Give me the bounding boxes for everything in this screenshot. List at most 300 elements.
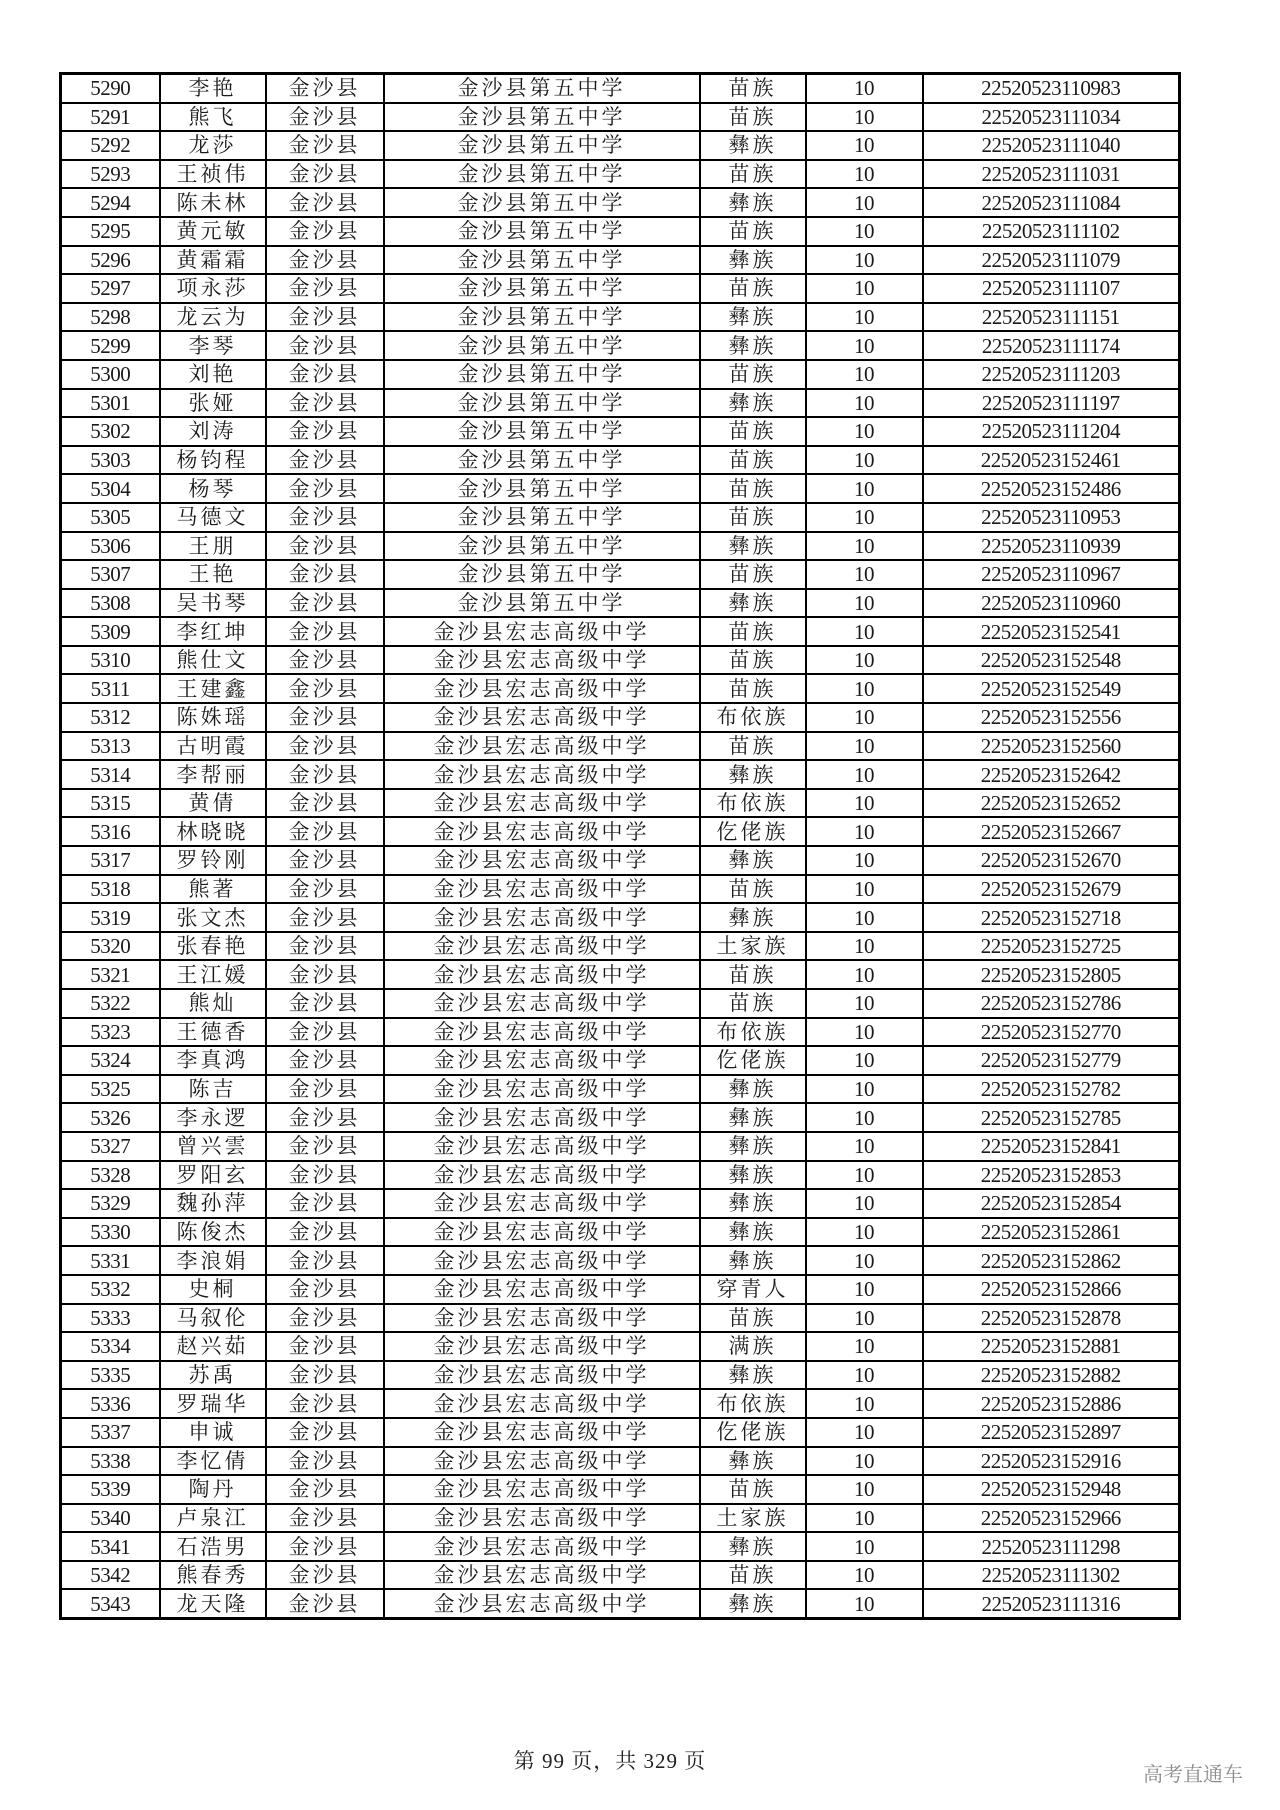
county-cell: 金沙县 (266, 360, 384, 389)
county-cell: 金沙县 (266, 703, 384, 732)
serial-number-cell: 5323 (61, 1018, 160, 1047)
table-row (61, 217, 1180, 246)
grade-cell: 10 (806, 989, 923, 1018)
student-id-cell: 22520523152670 (923, 846, 1180, 875)
school-cell: 金沙县第五中学 (384, 246, 700, 275)
table-row (61, 1418, 1180, 1447)
student-name-cell: 龙莎 (160, 131, 266, 160)
school-cell: 金沙县宏志高级中学 (384, 817, 700, 846)
table-row (61, 1332, 1180, 1361)
roster-body (61, 74, 1180, 1619)
serial-number-cell: 5330 (61, 1218, 160, 1247)
table-row (61, 446, 1180, 475)
county-cell: 金沙县 (266, 1246, 384, 1275)
serial-number-cell: 5296 (61, 246, 160, 275)
serial-number-cell: 5294 (61, 188, 160, 217)
table-row (61, 1389, 1180, 1418)
ethnicity-cell: 仡佬族 (700, 1046, 806, 1075)
county-cell: 金沙县 (266, 760, 384, 789)
table-row (61, 331, 1180, 360)
serial-number-cell: 5317 (61, 846, 160, 875)
student-name-cell: 林晓晓 (160, 817, 266, 846)
county-cell: 金沙县 (266, 1361, 384, 1390)
student-id-cell: 22520523152718 (923, 903, 1180, 932)
table-row (61, 732, 1180, 761)
table-row (61, 589, 1180, 618)
serial-number-cell: 5341 (61, 1532, 160, 1561)
school-cell: 金沙县宏志高级中学 (384, 1504, 700, 1533)
table-row (61, 474, 1180, 503)
table-row (61, 846, 1180, 875)
ethnicity-cell: 仡佬族 (700, 1418, 806, 1447)
student-id-cell: 22520523152866 (923, 1275, 1180, 1304)
school-cell: 金沙县第五中学 (384, 274, 700, 303)
table-row (61, 1132, 1180, 1161)
grade-cell: 10 (806, 1418, 923, 1447)
school-cell: 金沙县宏志高级中学 (384, 1018, 700, 1047)
student-id-cell: 22520523152642 (923, 760, 1180, 789)
county-cell: 金沙县 (266, 160, 384, 189)
student-name-cell: 黄倩 (160, 789, 266, 818)
county-cell: 金沙县 (266, 903, 384, 932)
table-row (61, 703, 1180, 732)
student-id-cell: 22520523110960 (923, 589, 1180, 618)
school-cell: 金沙县宏志高级中学 (384, 1075, 700, 1104)
grade-cell: 10 (806, 646, 923, 675)
student-id-cell: 22520523111107 (923, 274, 1180, 303)
grade-cell: 10 (806, 732, 923, 761)
grade-cell: 10 (806, 1504, 923, 1533)
school-cell: 金沙县宏志高级中学 (384, 1218, 700, 1247)
grade-cell: 10 (806, 103, 923, 132)
serial-number-cell: 5340 (61, 1504, 160, 1533)
table-row (61, 360, 1180, 389)
student-name-cell: 苏禹 (160, 1361, 266, 1390)
county-cell: 金沙县 (266, 1218, 384, 1247)
table-row (61, 989, 1180, 1018)
school-cell: 金沙县宏志高级中学 (384, 1046, 700, 1075)
student-name-cell: 杨钧程 (160, 446, 266, 475)
grade-cell: 10 (806, 1447, 923, 1476)
student-name-cell: 石浩男 (160, 1532, 266, 1561)
student-name-cell: 赵兴茹 (160, 1332, 266, 1361)
school-cell: 金沙县第五中学 (384, 160, 700, 189)
table-row (61, 532, 1180, 561)
student-name-cell: 陈未林 (160, 188, 266, 217)
school-cell: 金沙县第五中学 (384, 331, 700, 360)
serial-number-cell: 5319 (61, 903, 160, 932)
serial-number-cell: 5325 (61, 1075, 160, 1104)
student-name-cell: 李红坤 (160, 617, 266, 646)
serial-number-cell: 5338 (61, 1447, 160, 1476)
county-cell: 金沙县 (266, 1589, 384, 1618)
county-cell: 金沙县 (266, 503, 384, 532)
table-row (61, 1361, 1180, 1390)
serial-number-cell: 5292 (61, 131, 160, 160)
student-id-cell: 22520523152881 (923, 1332, 1180, 1361)
table-row (61, 303, 1180, 332)
county-cell: 金沙县 (266, 331, 384, 360)
student-id-cell: 22520523111034 (923, 103, 1180, 132)
student-name-cell: 熊飞 (160, 103, 266, 132)
student-name-cell: 李帮丽 (160, 760, 266, 789)
ethnicity-cell: 苗族 (700, 875, 806, 904)
page-number-footer (0, 1745, 1280, 1775)
serial-number-cell: 5336 (61, 1389, 160, 1418)
student-name-cell: 黄元敏 (160, 217, 266, 246)
grade-cell: 10 (806, 1304, 923, 1333)
serial-number-cell: 5314 (61, 760, 160, 789)
student-id-cell: 22520523111040 (923, 131, 1180, 160)
student-name-cell: 申诚 (160, 1418, 266, 1447)
school-cell: 金沙县宏志高级中学 (384, 703, 700, 732)
school-cell: 金沙县宏志高级中学 (384, 903, 700, 932)
serial-number-cell: 5300 (61, 360, 160, 389)
school-cell: 金沙县宏志高级中学 (384, 846, 700, 875)
student-name-cell: 熊灿 (160, 989, 266, 1018)
student-id-cell: 22520523111084 (923, 188, 1180, 217)
table-row (61, 188, 1180, 217)
table-row (61, 1504, 1180, 1533)
county-cell: 金沙县 (266, 131, 384, 160)
ethnicity-cell: 土家族 (700, 1504, 806, 1533)
table-row (61, 674, 1180, 703)
student-name-cell: 魏孙萍 (160, 1189, 266, 1218)
grade-cell: 10 (806, 1275, 923, 1304)
county-cell: 金沙县 (266, 188, 384, 217)
ethnicity-cell: 满族 (700, 1332, 806, 1361)
serial-number-cell: 5326 (61, 1103, 160, 1132)
table-row (61, 1046, 1180, 1075)
grade-cell: 10 (806, 188, 923, 217)
ethnicity-cell: 苗族 (700, 274, 806, 303)
student-id-cell: 22520523152897 (923, 1418, 1180, 1447)
grade-cell: 10 (806, 1561, 923, 1590)
serial-number-cell: 5297 (61, 274, 160, 303)
student-name-cell: 陈俊杰 (160, 1218, 266, 1247)
county-cell: 金沙县 (266, 1304, 384, 1333)
table-row (61, 1103, 1180, 1132)
ethnicity-cell: 仡佬族 (700, 817, 806, 846)
ethnicity-cell: 彝族 (700, 532, 806, 561)
student-name-cell: 罗铃刚 (160, 846, 266, 875)
county-cell: 金沙县 (266, 1132, 384, 1161)
ethnicity-cell: 彝族 (700, 188, 806, 217)
ethnicity-cell: 彝族 (700, 1189, 806, 1218)
grade-cell: 10 (806, 903, 923, 932)
ethnicity-cell: 彝族 (700, 303, 806, 332)
school-cell: 金沙县宏志高级中学 (384, 1304, 700, 1333)
county-cell: 金沙县 (266, 589, 384, 618)
ethnicity-cell: 苗族 (700, 503, 806, 532)
county-cell: 金沙县 (266, 1046, 384, 1075)
serial-number-cell: 5322 (61, 989, 160, 1018)
school-cell: 金沙县宏志高级中学 (384, 989, 700, 1018)
student-name-cell: 陈吉 (160, 1075, 266, 1104)
county-cell: 金沙县 (266, 474, 384, 503)
county-cell: 金沙县 (266, 246, 384, 275)
table-row (61, 617, 1180, 646)
watermark-text: 高考直通车 (1143, 1762, 1243, 1786)
grade-cell: 10 (806, 674, 923, 703)
grade-cell: 10 (806, 1046, 923, 1075)
student-name-cell: 黄霜霜 (160, 246, 266, 275)
school-cell: 金沙县宏志高级中学 (384, 1132, 700, 1161)
school-cell: 金沙县宏志高级中学 (384, 932, 700, 961)
ethnicity-cell: 彝族 (700, 1218, 806, 1247)
grade-cell: 10 (806, 160, 923, 189)
student-id-cell: 22520523152725 (923, 932, 1180, 961)
ethnicity-cell: 苗族 (700, 989, 806, 1018)
grade-cell: 10 (806, 1161, 923, 1190)
ethnicity-cell: 布依族 (700, 1018, 806, 1047)
serial-number-cell: 5293 (61, 160, 160, 189)
county-cell: 金沙县 (266, 303, 384, 332)
ethnicity-cell: 彝族 (700, 846, 806, 875)
serial-number-cell: 5321 (61, 960, 160, 989)
table-row (61, 103, 1180, 132)
table-row (61, 1218, 1180, 1247)
ethnicity-cell: 苗族 (700, 560, 806, 589)
serial-number-cell: 5302 (61, 417, 160, 446)
school-cell: 金沙县宏志高级中学 (384, 1532, 700, 1561)
school-cell: 金沙县宏志高级中学 (384, 1161, 700, 1190)
student-name-cell: 张娅 (160, 389, 266, 418)
grade-cell: 10 (806, 1589, 923, 1618)
serial-number-cell: 5299 (61, 331, 160, 360)
student-id-cell: 22520523111151 (923, 303, 1180, 332)
serial-number-cell: 5303 (61, 446, 160, 475)
table-row (61, 417, 1180, 446)
county-cell: 金沙县 (266, 1189, 384, 1218)
grade-cell: 10 (806, 503, 923, 532)
student-id-cell: 22520523111302 (923, 1561, 1180, 1590)
ethnicity-cell: 彝族 (700, 331, 806, 360)
county-cell: 金沙县 (266, 674, 384, 703)
student-name-cell: 王建鑫 (160, 674, 266, 703)
student-id-cell: 22520523111197 (923, 389, 1180, 418)
table-row (61, 131, 1180, 160)
ethnicity-cell: 苗族 (700, 446, 806, 475)
student-name-cell: 张春艳 (160, 932, 266, 961)
student-name-cell: 卢泉江 (160, 1504, 266, 1533)
county-cell: 金沙县 (266, 1418, 384, 1447)
student-name-cell: 陶丹 (160, 1475, 266, 1504)
serial-number-cell: 5290 (61, 74, 160, 103)
student-name-cell: 李浪娟 (160, 1246, 266, 1275)
grade-cell: 10 (806, 1218, 923, 1247)
table-row (61, 1561, 1180, 1590)
grade-cell: 10 (806, 1103, 923, 1132)
county-cell: 金沙县 (266, 789, 384, 818)
county-cell: 金沙县 (266, 1275, 384, 1304)
serial-number-cell: 5318 (61, 875, 160, 904)
table-row (61, 1304, 1180, 1333)
county-cell: 金沙县 (266, 1018, 384, 1047)
ethnicity-cell: 苗族 (700, 674, 806, 703)
ethnicity-cell: 彝族 (700, 760, 806, 789)
county-cell: 金沙县 (266, 1532, 384, 1561)
ethnicity-cell: 苗族 (700, 646, 806, 675)
student-roster-table (59, 72, 1181, 1620)
school-cell: 金沙县第五中学 (384, 503, 700, 532)
ethnicity-cell: 彝族 (700, 131, 806, 160)
county-cell: 金沙县 (266, 817, 384, 846)
student-name-cell: 杨琴 (160, 474, 266, 503)
grade-cell: 10 (806, 1075, 923, 1104)
table-row (61, 246, 1180, 275)
ethnicity-cell: 苗族 (700, 960, 806, 989)
student-id-cell: 22520523111031 (923, 160, 1180, 189)
grade-cell: 10 (806, 960, 923, 989)
ethnicity-cell: 苗族 (700, 1304, 806, 1333)
student-id-cell: 22520523152886 (923, 1389, 1180, 1418)
serial-number-cell: 5309 (61, 617, 160, 646)
student-id-cell: 22520523152878 (923, 1304, 1180, 1333)
ethnicity-cell: 彝族 (700, 1246, 806, 1275)
ethnicity-cell: 穿青人 (700, 1275, 806, 1304)
school-cell: 金沙县宏志高级中学 (384, 875, 700, 904)
school-cell: 金沙县宏志高级中学 (384, 1389, 700, 1418)
student-id-cell: 22520523110953 (923, 503, 1180, 532)
grade-cell: 10 (806, 446, 923, 475)
county-cell: 金沙县 (266, 989, 384, 1018)
grade-cell: 10 (806, 560, 923, 589)
grade-cell: 10 (806, 274, 923, 303)
school-cell: 金沙县宏志高级中学 (384, 674, 700, 703)
student-name-cell: 熊著 (160, 875, 266, 904)
serial-number-cell: 5310 (61, 646, 160, 675)
table-row (61, 646, 1180, 675)
page-number-label: 第 99 页，共 329 页 (513, 1749, 707, 1773)
ethnicity-cell: 苗族 (700, 217, 806, 246)
ethnicity-cell: 苗族 (700, 617, 806, 646)
school-cell: 金沙县第五中学 (384, 303, 700, 332)
student-name-cell: 史桐 (160, 1275, 266, 1304)
student-name-cell: 王艳 (160, 560, 266, 589)
student-name-cell: 龙天隆 (160, 1589, 266, 1618)
grade-cell: 10 (806, 932, 923, 961)
grade-cell: 10 (806, 360, 923, 389)
grade-cell: 10 (806, 703, 923, 732)
ethnicity-cell: 苗族 (700, 1561, 806, 1590)
county-cell: 金沙县 (266, 1161, 384, 1190)
ethnicity-cell: 彝族 (700, 246, 806, 275)
ethnicity-cell: 彝族 (700, 1447, 806, 1476)
serial-number-cell: 5312 (61, 703, 160, 732)
school-cell: 金沙县宏志高级中学 (384, 732, 700, 761)
student-id-cell: 22520523111174 (923, 331, 1180, 360)
ethnicity-cell: 彝族 (700, 589, 806, 618)
ethnicity-cell: 苗族 (700, 160, 806, 189)
student-id-cell: 22520523110939 (923, 532, 1180, 561)
county-cell: 金沙县 (266, 617, 384, 646)
serial-number-cell: 5328 (61, 1161, 160, 1190)
school-cell: 金沙县宏志高级中学 (384, 1475, 700, 1504)
school-cell: 金沙县宏志高级中学 (384, 760, 700, 789)
school-cell: 金沙县宏志高级中学 (384, 789, 700, 818)
grade-cell: 10 (806, 217, 923, 246)
ethnicity-cell: 苗族 (700, 474, 806, 503)
grade-cell: 10 (806, 303, 923, 332)
school-cell: 金沙县宏志高级中学 (384, 960, 700, 989)
grade-cell: 10 (806, 1246, 923, 1275)
student-id-cell: 22520523152679 (923, 875, 1180, 904)
grade-cell: 10 (806, 1189, 923, 1218)
ethnicity-cell: 彝族 (700, 1532, 806, 1561)
student-id-cell: 22520523152854 (923, 1189, 1180, 1218)
serial-number-cell: 5316 (61, 817, 160, 846)
serial-number-cell: 5306 (61, 532, 160, 561)
table-row (61, 274, 1180, 303)
table-row (61, 875, 1180, 904)
student-name-cell: 曾兴雲 (160, 1132, 266, 1161)
school-cell: 金沙县第五中学 (384, 74, 700, 103)
school-cell: 金沙县第五中学 (384, 474, 700, 503)
school-cell: 金沙县宏志高级中学 (384, 1275, 700, 1304)
grade-cell: 10 (806, 617, 923, 646)
student-name-cell: 王祯伟 (160, 160, 266, 189)
student-name-cell: 李真鸿 (160, 1046, 266, 1075)
county-cell: 金沙县 (266, 1332, 384, 1361)
ethnicity-cell: 彝族 (700, 1075, 806, 1104)
school-cell: 金沙县第五中学 (384, 532, 700, 561)
grade-cell: 10 (806, 846, 923, 875)
ethnicity-cell: 彝族 (700, 1589, 806, 1618)
school-cell: 金沙县宏志高级中学 (384, 1561, 700, 1590)
county-cell: 金沙县 (266, 274, 384, 303)
grade-cell: 10 (806, 389, 923, 418)
serial-number-cell: 5301 (61, 389, 160, 418)
county-cell: 金沙县 (266, 103, 384, 132)
student-name-cell: 龙云为 (160, 303, 266, 332)
serial-number-cell: 5291 (61, 103, 160, 132)
grade-cell: 10 (806, 789, 923, 818)
serial-number-cell: 5335 (61, 1361, 160, 1390)
table-row (61, 817, 1180, 846)
table-row (61, 389, 1180, 418)
table-row (61, 1018, 1180, 1047)
ethnicity-cell: 苗族 (700, 417, 806, 446)
student-name-cell: 刘涛 (160, 417, 266, 446)
serial-number-cell: 5324 (61, 1046, 160, 1075)
student-id-cell: 22520523152652 (923, 789, 1180, 818)
table-row (61, 1275, 1180, 1304)
school-cell: 金沙县第五中学 (384, 188, 700, 217)
county-cell: 金沙县 (266, 960, 384, 989)
ethnicity-cell: 彝族 (700, 1361, 806, 1390)
grade-cell: 10 (806, 875, 923, 904)
serial-number-cell: 5313 (61, 732, 160, 761)
county-cell: 金沙县 (266, 732, 384, 761)
school-cell: 金沙县第五中学 (384, 131, 700, 160)
serial-number-cell: 5332 (61, 1275, 160, 1304)
student-id-cell: 22520523111316 (923, 1589, 1180, 1618)
ethnicity-cell: 苗族 (700, 74, 806, 103)
student-id-cell: 22520523152966 (923, 1504, 1180, 1533)
serial-number-cell: 5298 (61, 303, 160, 332)
student-name-cell: 熊春秀 (160, 1561, 266, 1590)
serial-number-cell: 5307 (61, 560, 160, 589)
student-name-cell: 李忆倩 (160, 1447, 266, 1476)
student-name-cell: 古明霞 (160, 732, 266, 761)
ethnicity-cell: 彝族 (700, 903, 806, 932)
grade-cell: 10 (806, 1389, 923, 1418)
table-row (61, 1532, 1180, 1561)
grade-cell: 10 (806, 74, 923, 103)
student-id-cell: 22520523152805 (923, 960, 1180, 989)
table-row (61, 1589, 1180, 1618)
